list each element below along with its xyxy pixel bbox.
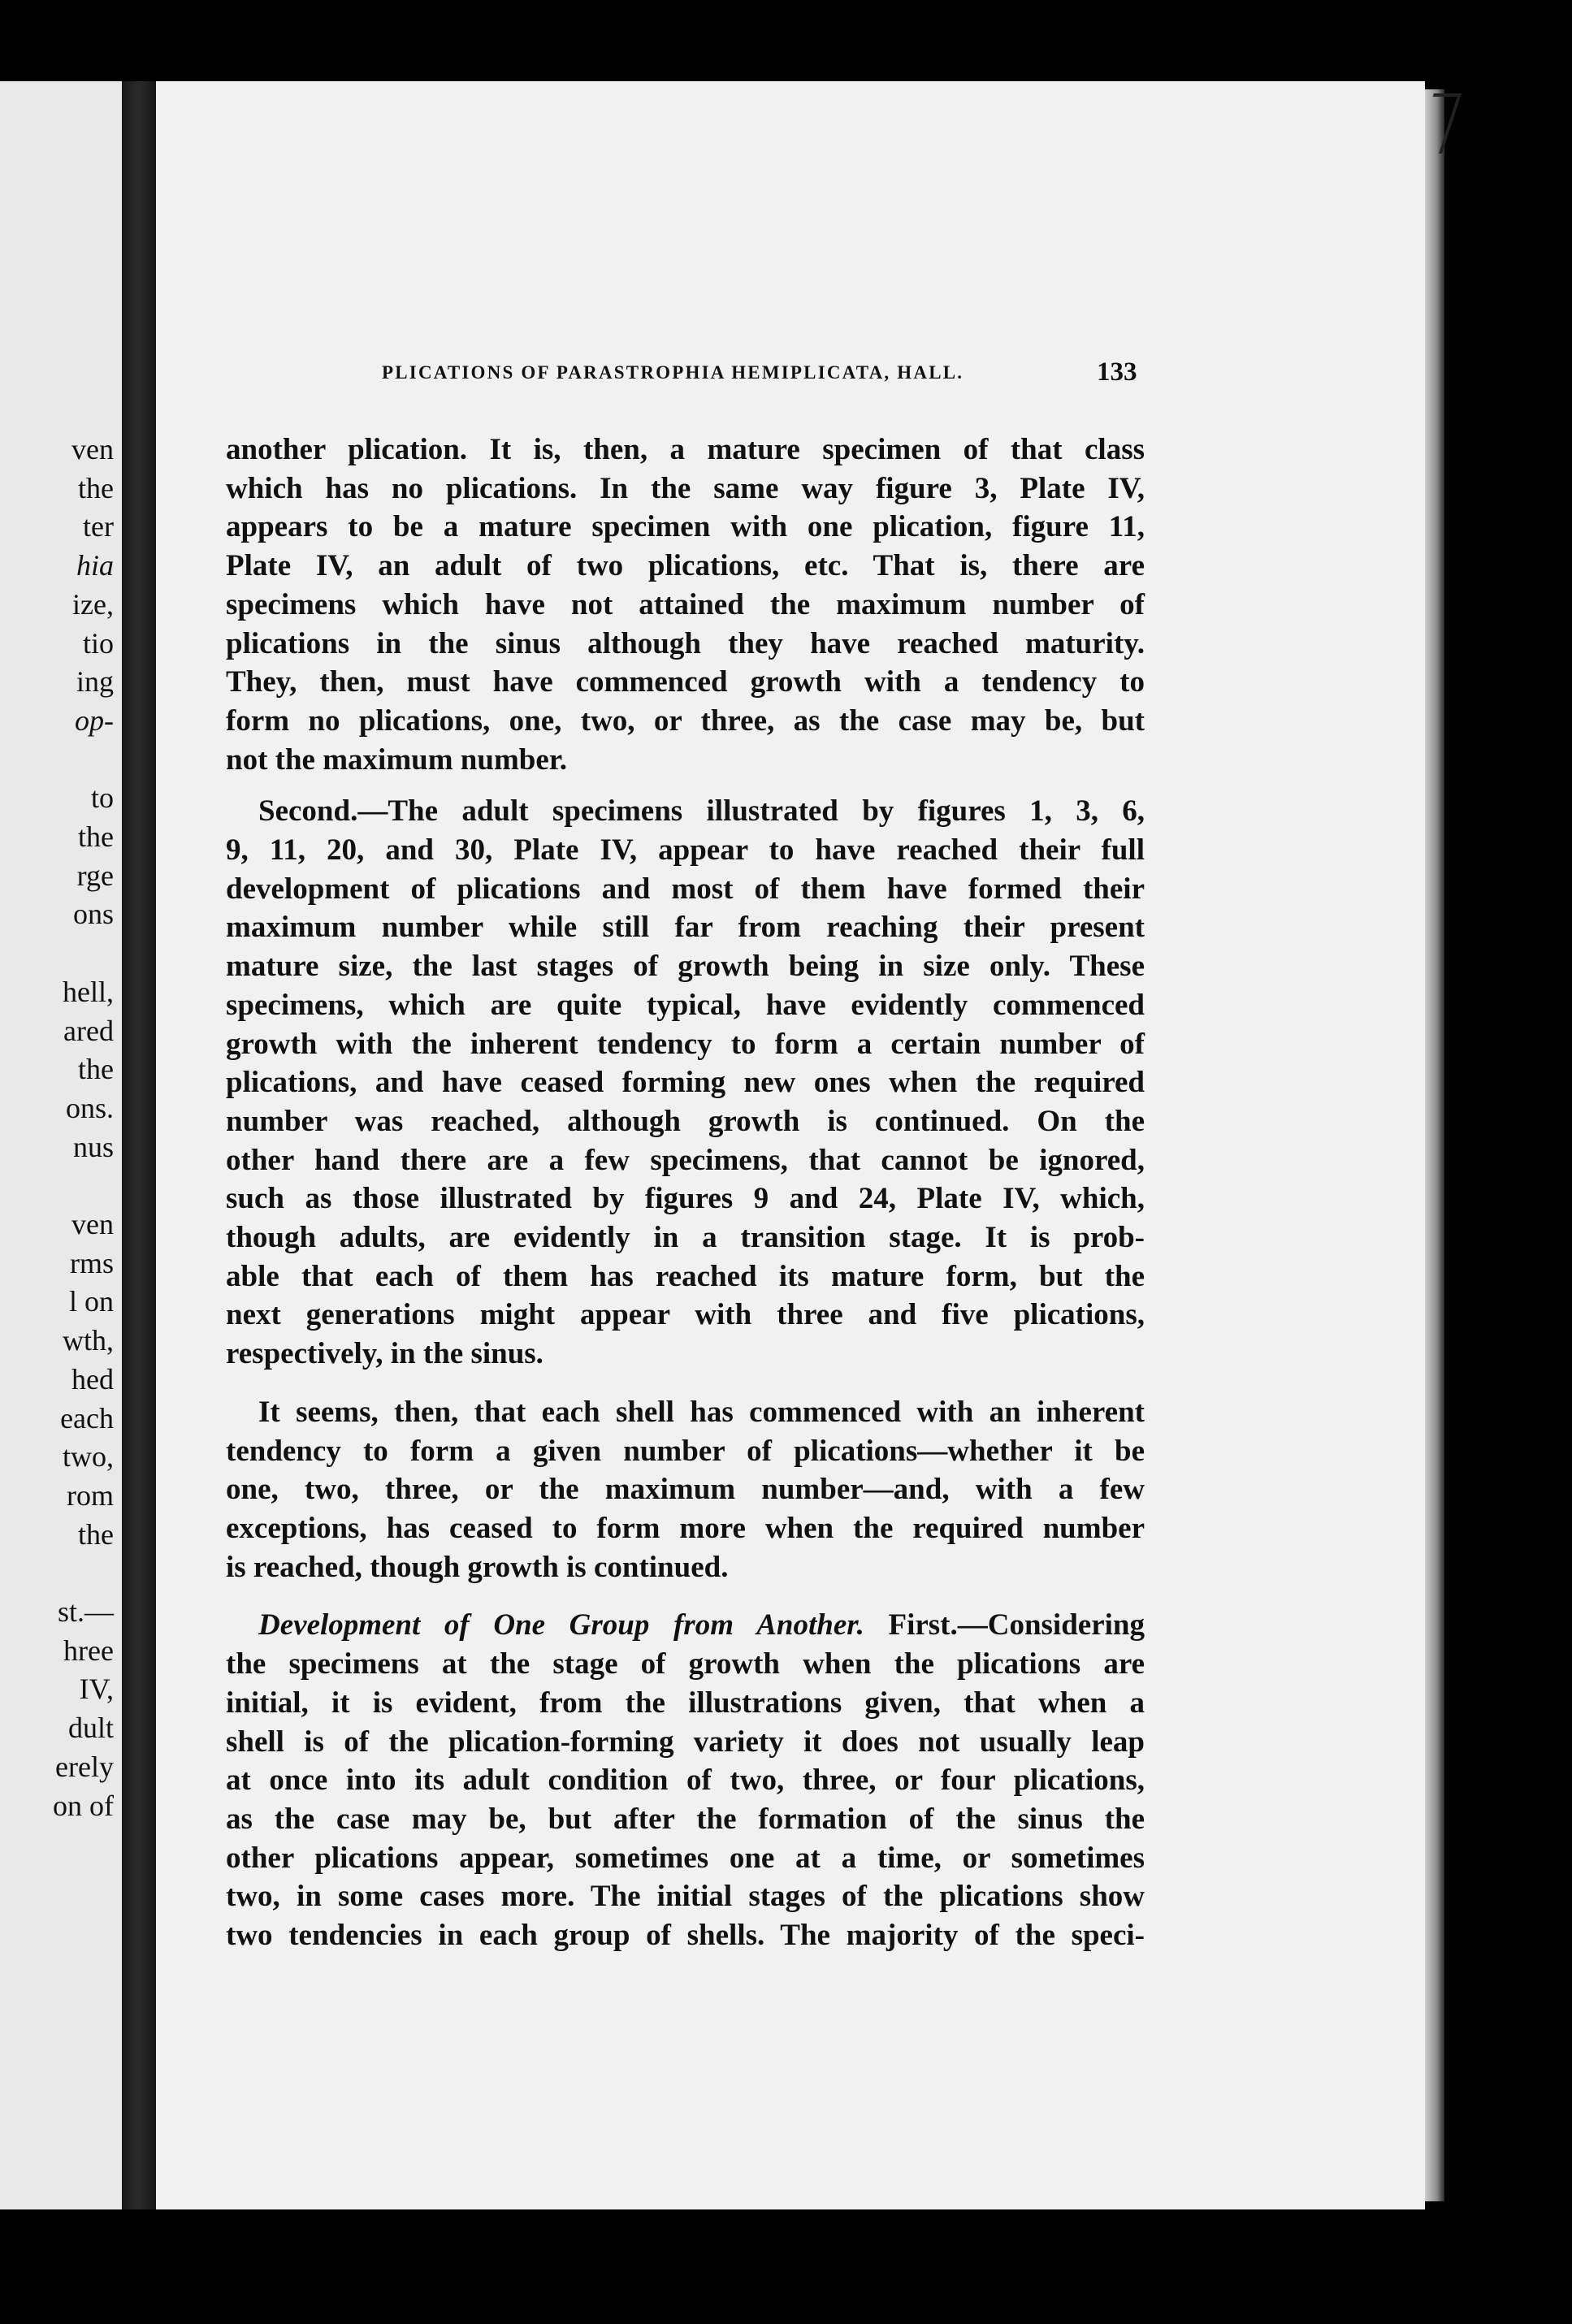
text-line: the specimens at the stage of growth when the plications are bbox=[226, 1647, 1145, 1681]
facing-page-fragment-line: rms bbox=[70, 1246, 114, 1279]
text-line: which has no plications. In the same way figure 3, Plate IV, bbox=[226, 471, 1145, 505]
facing-page-fragment-line: IV, bbox=[79, 1673, 114, 1706]
text-line: growth with the inherent tendency to form a certain number of bbox=[226, 1027, 1145, 1061]
facing-page-fragment-line: ter bbox=[83, 510, 114, 543]
book-gutter bbox=[122, 81, 156, 2209]
text-line: tendency to form a given number of plications—whether it be bbox=[226, 1434, 1145, 1468]
facing-page-fragment-line: rom bbox=[67, 1478, 114, 1512]
paragraph bbox=[226, 792, 1145, 1374]
text-line: other plications appear, sometimes one at a time, or sometimes bbox=[226, 1841, 1145, 1875]
text-line: specimens which have not attained the maximum number of bbox=[226, 587, 1145, 621]
facing-page-fragment-line: each bbox=[60, 1401, 114, 1435]
facing-page-fragment-line: hell, bbox=[63, 975, 114, 1008]
text-line: respectively, in the sinus. bbox=[226, 1337, 543, 1371]
text-line: not the maximum number. bbox=[226, 742, 568, 777]
text-line: another plication. It is, then, a mature specimen of that class bbox=[226, 433, 1145, 466]
facing-page-fragment-line: hia bbox=[76, 549, 114, 582]
facing-page-fragment-line: ons. bbox=[65, 1091, 114, 1124]
text-line: development of plications and most of them have formed their bbox=[226, 872, 1145, 906]
facing-page-fragment-line: the bbox=[78, 471, 114, 504]
paragraph bbox=[226, 431, 1145, 779]
text-line: form no plications, one, two, or three, as the case may be, but bbox=[226, 703, 1145, 738]
text-line: next generations might appear with three and five plications, bbox=[226, 1298, 1145, 1332]
facing-page-fragment-line: nus bbox=[72, 1130, 114, 1163]
text-line: other hand there are a few specimens, that cannot be ignored, bbox=[226, 1143, 1145, 1177]
text-line: It seems, then, that each shell has commenced with an inherent bbox=[258, 1395, 1145, 1429]
facing-page-fragment-line: ven bbox=[71, 1208, 114, 1240]
facing-page-fragment-line: the bbox=[78, 820, 114, 853]
text-line: shell is of the plication-forming variety it does not usually leap bbox=[226, 1725, 1145, 1759]
text-line: one, two, three, or the maximum number—and, with a few bbox=[226, 1473, 1145, 1507]
text-line: appears to be a mature specimen with one plication, figure 11, bbox=[226, 510, 1145, 544]
facing-page-fragment bbox=[0, 81, 122, 2209]
facing-page-fragment-line: the bbox=[78, 1517, 114, 1551]
facing-page-fragment-line: l on bbox=[68, 1285, 114, 1318]
text-line: They, then, must have commenced growth with a tendency to bbox=[226, 665, 1145, 699]
facing-page-fragment-line: ared bbox=[63, 1014, 114, 1047]
facing-page-fragment-line: hed bbox=[71, 1362, 114, 1396]
text-line: number was reached, although growth is continued. On the bbox=[226, 1104, 1145, 1138]
text-line: as the case may be, but after the formation of the sinus the bbox=[226, 1802, 1145, 1836]
facing-page-fragment-line: op- bbox=[75, 703, 114, 737]
page-number: 133 bbox=[1097, 357, 1137, 387]
facing-page-fragment-line: rge bbox=[76, 859, 114, 892]
facing-page-fragment-line: ize, bbox=[72, 587, 114, 621]
running-head: PLICATIONS OF PARASTROPHIA HEMIPLICATA, HALL. bbox=[382, 362, 964, 383]
text-line: specimens, which are quite typical, have evidently commenced bbox=[226, 988, 1145, 1022]
text-line: though adults, are evidently in a transition stage. It is prob- bbox=[226, 1221, 1145, 1255]
paragraph bbox=[226, 1606, 1145, 1954]
facing-page-fragment-line: two, bbox=[63, 1440, 114, 1474]
text-line bbox=[226, 1606, 1145, 1645]
text-line: 9, 11, 20, and 30, Plate IV, appear to have reached their full bbox=[226, 833, 1145, 868]
facing-page-fragment-line: to bbox=[90, 781, 114, 815]
paragraph bbox=[226, 1393, 1145, 1587]
text-line: is reached, though growth is continued. bbox=[226, 1550, 729, 1584]
facing-page-fragment-line: the bbox=[78, 1053, 114, 1086]
text-line: two, in some cases more. The initial stages of the plications show bbox=[226, 1880, 1145, 1914]
text-line: mature size, the last stages of growth being in size only. These bbox=[226, 950, 1145, 984]
text-line: plications, and have ceased forming new ones when the required bbox=[226, 1066, 1145, 1100]
facing-page-fragment-line: ons bbox=[72, 898, 114, 931]
facing-page-fragment-line: hree bbox=[63, 1634, 114, 1667]
facing-page-fragment-line: st.— bbox=[57, 1595, 114, 1628]
facing-page-fragment-line: erely bbox=[55, 1750, 114, 1783]
text-line: able that each of them has reached its mature form, but the bbox=[226, 1259, 1145, 1293]
facing-page-fragment-line: wth, bbox=[63, 1324, 114, 1357]
text-line: two tendencies in each group of shells. The majority of the speci- bbox=[226, 1919, 1145, 1953]
body-text bbox=[226, 431, 1145, 1968]
text-line: maximum number while still far from reaching their present bbox=[226, 911, 1145, 945]
text-run: First.—Considering bbox=[864, 1608, 1145, 1642]
text-line: at once into its adult condition of two, three, or four plications, bbox=[226, 1764, 1145, 1798]
facing-page-fragment-line: on of bbox=[53, 1789, 114, 1822]
page-edge bbox=[1425, 89, 1444, 2201]
text-line: exceptions, has ceased to form more when the required number bbox=[226, 1511, 1145, 1545]
facing-page-fragment-line: dult bbox=[67, 1712, 114, 1745]
facing-page-fragment-line: ven bbox=[71, 433, 114, 465]
italic-heading: Development of One Group from Another. bbox=[258, 1608, 864, 1642]
facing-page-fragment-line: ing bbox=[76, 665, 114, 699]
text-line: initial, it is evident, from the illustrations given, that when a bbox=[226, 1686, 1145, 1720]
text-line: such as those illustrated by figures 9 and 24, Plate IV, which, bbox=[226, 1182, 1145, 1216]
facing-page-fragment-line: tio bbox=[82, 626, 114, 660]
text-line: plications in the sinus although they have reached maturity. bbox=[226, 626, 1145, 660]
text-line: Second.—The adult specimens illustrated by figures 1, 3, 6, bbox=[258, 794, 1145, 829]
text-line: Plate IV, an adult of two plications, etc. That is, there are bbox=[226, 549, 1145, 583]
